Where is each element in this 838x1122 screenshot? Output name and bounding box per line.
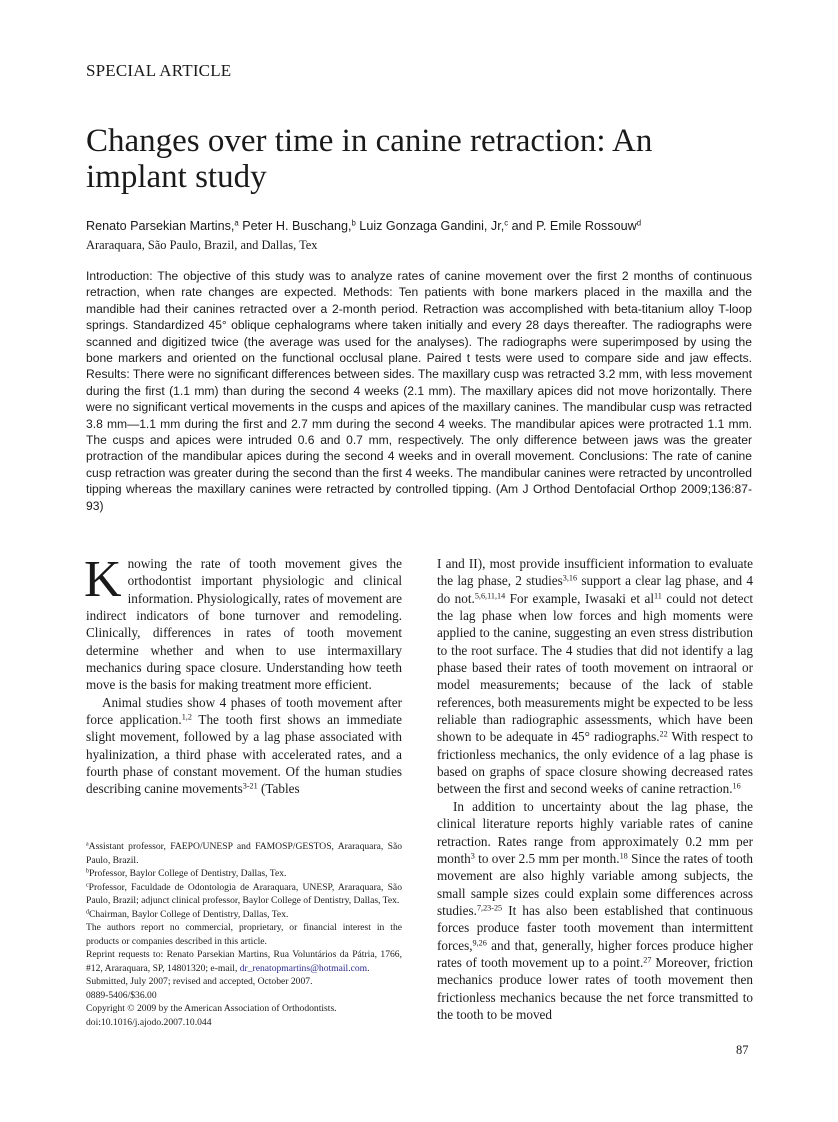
author-mark: c [504,218,509,228]
author-name: Renato Parsekian Martins, [86,219,235,233]
paragraph [86,694,402,798]
author-mark: d [636,218,642,228]
footnote [86,908,402,922]
footnote-text: Professor, Baylor College of Dentistry, Dallas, Tex. [88,868,287,879]
citation: 9,26 [472,938,487,948]
citation: 11 [654,591,662,601]
footnote-mark: d [86,909,89,916]
paragraph [437,555,753,798]
citation: 27 [643,955,652,965]
author-mark: a [234,218,239,228]
affiliation: Araraquara, São Paulo, Brazil, and Dallas, Tex [86,238,318,252]
footnote-text: Chairman, Baylor College of Dentistry, Dallas, Tex. [88,908,289,920]
author-name: and P. Emile Rossouw [508,219,637,233]
text-run: The tooth first shows an immediate slight movement, followed by a lag phase associated with hyalinization, a third phase with accelerated rates, and a fourth phase of constant movement. Of the human studies describing canine movements [86,712,402,797]
citation: 18 [619,851,628,861]
author-name: Luiz Gonzaga Gandini, Jr, [355,219,505,233]
citation: 1,2 [181,712,192,722]
text-run: Since the rates of tooth movement are also highly variable among subjects, the small sample sizes could explain some differences across studies. [437,850,753,918]
footnote [86,921,402,948]
footnote-mark: b [86,868,89,875]
submitted-date: Submitted, July 2007; revised and accepted, October 2007. [86,976,313,987]
text-run: and that, generally, higher forces produce higher rates of tooth movement up to a point. [437,937,753,970]
text-run: It has also been established that continuous forces produce faster tooth movement than intermittent forces, [437,902,753,953]
text-run: Moreover, friction mechanics produce lower rates of tooth movement then frictionless mechanics because the net force transmitted to the tooth to be moved [437,954,753,1022]
article-title: Changes over time in canine retraction: An implant study [86,123,653,195]
email-link[interactable]: dr_renatopmartins@hotmail.com [239,962,368,974]
text-run: could not detect the lag phase when low forces and high moments were applied to the canine, suggesting an even stress distribution to the root surface. The 4 studies that did not identify a lag phase based their rates of tooth movement on intraoral or model measurements; because of the lack of stable references, both measurements might be expected to be less reliable than radiographic assessments, which have been shown to be adequate in 45° radiographs. [437,590,753,745]
abstract: Introduction: The objective of this study was to analyze rates of canine movement over the first 2 months of continuous retraction, when rate changes are expected. Methods: Ten patients with bone markers placed in the maxilla and the mandible had their canines retracted over a 2-month period. Retraction was accomplished with beta-titanium alloy T-loop springs. Standardized 45° oblique cephalograms where taken initially and every 28 days thereafter. The radiographs were scanned and digitized twice (the average was used for the analyses). The radiographs were superimposed by using the bone markers and oriented on the functional occlusal plane. Paired t tests were used to compare side and jaw effects. Results: There were no significant differences between sides. The maxillary cusp was retracted 3.2 mm, with less movement during the first (1.1 mm) than during the second 4 weeks (2.1 mm). The maxillary apices did not move horizontally. There were no significant vertical movements in the cusps and apices of the maxillary canines. The mandibular cusp was retracted 3.8 mm—1.1 mm during the first and 2.7 mm during the second 4 weeks. The mandibular apices were protracted 1.1 mm. The cusps and apices were intruded 0.6 and 0.7 mm, respectively. The only difference between jaws was the greater protraction of the mandibular apices during the second 4 weeks and in overall movement. Conclusions: The rate of canine cusp retraction was greater during the second than the first 4 weeks. The mandibular canines were retracted by uncontrolled tipping whereas the maxillary canines were retracted by controlled tipping. (Am J Orthod Dentofacial Orthop 2009;136:87-93) [86,269,752,513]
footnote [86,840,402,867]
text-run: I and II), most provide insufficient information to evaluate the lag phase, 2 studies [437,556,753,589]
drop-cap: K [84,551,122,608]
text-run: nowing the rate of tooth movement gives the orthodontist important physiologic and clinical information. Physiologically, rates of movement are indirect indicators of bone turnover and remodeling. Clinically, differences in rates of tooth movement determine whether and when to use intermaxillary mechanics during space closure. Understanding how teeth move is the basis for making treatment more efficient. [86,556,402,693]
citation: 22 [659,729,668,739]
section-label: SPECIAL ARTICLE [86,61,232,80]
body-column-right [437,555,753,1023]
paragraph [437,798,753,1023]
citation: 16 [732,781,741,791]
text-run: support a clear lag phase, and 4 do not. [437,573,753,606]
paragraph [84,551,402,694]
body-column-left [84,551,402,798]
footnote-mark: a [86,841,89,848]
citation: 3 [470,851,475,861]
citation: 3,16 [562,573,578,583]
footnotes [86,840,402,1029]
footnote-text: The authors report no commercial, proprietary, or financial interest in the products or companies described in this article. [86,922,402,947]
reprint-requests: Reprint requests to: Renato Parsekian Martins, Rua Voluntários da Pátria, 1766, #12, Araraquara, SP, 14801320; e-mail, dr_renatopmartins@hotmail.com. [86,949,402,974]
text-run: (Tables [257,781,300,797]
citation: 5,6,11,14 [474,591,506,601]
author-name: Peter H. Buschang, [238,219,352,233]
footnote-text: Professor, Faculdade de Odontologia de Araraquara, UNESP, Araraquara, São Paulo, Brazil; adjunct clinical professor, Baylor College of Dentistry, Dallas, Tex. [86,881,402,906]
citation: 3-21 [242,781,258,791]
author-list [86,219,641,233]
text-run: In addition to uncertainty about the lag phase, the clinical literature reports highly variable rates of canine retraction. Rates range from approximately 0.2 mm per month [437,798,753,866]
text-run: to over 2.5 mm per month. [474,850,620,866]
footnote [86,881,402,908]
issn: 0889-5406/$36.00 [86,989,157,1001]
doi: doi:10.1016/j.ajodo.2007.10.044 [86,1016,212,1028]
author-mark: b [351,218,356,228]
text-run: For example, Iwasaki et al [505,590,654,606]
footnote-mark: c [86,882,89,889]
page-number: 87 [736,1043,749,1057]
footnote [86,867,402,881]
copyright: Copyright © 2009 by the American Association of Orthodontists. [86,1003,337,1014]
text-run: Animal studies show 4 phases of tooth movement after force application. [86,694,402,728]
citation: 7,23-25 [476,903,503,913]
footnote-text: Assistant professor, FAEPO/UNESP and FAMOSP/GESTOS, Araraquara, São Paulo, Brazil. [86,841,402,866]
text-run: With respect to frictionless mechanics, the only evidence of a lag phase is based on graphs of space closure showing decreased rates between the first and second weeks of canine retraction. [437,729,753,797]
